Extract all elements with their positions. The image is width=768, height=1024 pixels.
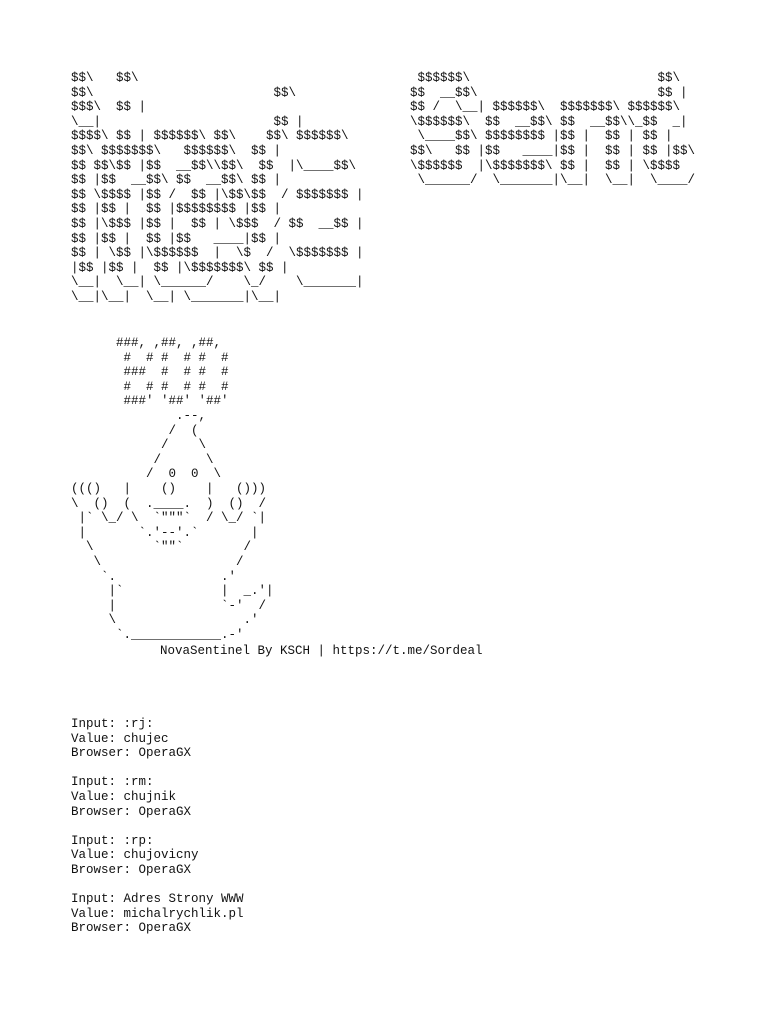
ascii-banner-left: $$\ $$\ $$\ $$\ $$$\ $$ | \__| $$ | $$$$\ $$ | $$$$$$\ $$\ $$\ $$$$$$\ $$\ $$$$$$$\ $$$$$$\ $$ | $$ $$\$$ |$$ __$$\\$$\ $$ |\____$$\ $$ |$$ __$$\ $$ __$$\ $$ | $$ \$$$$ |$$ / $$ |\$$\$$ / $$$$$$$ | $$ |$$ | $$ |$$$$$$$$ |$$ | $$ |\$$$ |$$ | $$ | \$$$ / $$ __$$ | $$ |$$ | $$ |$$ ____|$$ | $$ | \$$ |\$$$$$$ | \$ / \$$$$$$$ | |$$ |$$ | $$ |\$$$$$$$\ $$ | \__| \__| \______/ \_/ \_______| \__|\__| \__| \_______|\__| [71, 71, 364, 304]
list-item [71, 892, 244, 936]
entry-input: Input: :rm: [71, 775, 154, 790]
entry-input: Input: :rp: [71, 833, 154, 848]
ascii-mascot-art: ###, ,##, ,##, # # # # # # ### # # # # # # # # # # ###' '##' '##' .--, / ( / \ / \ / 0 0 \ ((() | () | ())) \ () ( .____. ) () / |` \_/ \ `"""` / \_/ `| | `.'--'.` | \ `""` / \ / `. .' |` | _.'| | `-' / \ .' `.____________.-' [71, 336, 274, 642]
entry-value: Value: chujec [71, 731, 169, 746]
credit-line: NovaSentinel By KSCH | https://t.me/Sordeal [160, 644, 483, 658]
entry-value: Value: chujovicny [71, 848, 199, 863]
entry-browser: Browser: OperaGX [71, 804, 192, 819]
entry-browser: Browser: OperaGX [71, 921, 192, 936]
list-item [71, 834, 244, 878]
entry-browser: Browser: OperaGX [71, 862, 192, 877]
list-item [71, 717, 244, 761]
entry-input: Input: Adres Strony WWW [71, 892, 244, 907]
entry-browser: Browser: OperaGX [71, 746, 192, 761]
entry-value: Value: chujnik [71, 789, 177, 804]
list-item [71, 775, 244, 819]
entry-input: Input: :rj: [71, 717, 154, 731]
entry-value: Value: michalrychlik.pl [71, 906, 244, 921]
ascii-banner-right: $$$$$$\ $$\ $$ __$$\ $$ | $$ / \__| $$$$$$\ $$$$$$$\ $$$$$$\ \$$$$$$\ $$ __$$\ $$ __$$\\_$$ _| \____$$\ $$$$$$$$ |$$ | $$ | $$ | $$\ $$ |$$ ____|$$ | $$ | $$ |$$\ \$$$$$$ |\$$$$$$$\ $$ | $$ | \$$$$ \______/ \_______|\__| \__| \____/ [410, 71, 696, 188]
autofill-entries-list [71, 717, 244, 951]
